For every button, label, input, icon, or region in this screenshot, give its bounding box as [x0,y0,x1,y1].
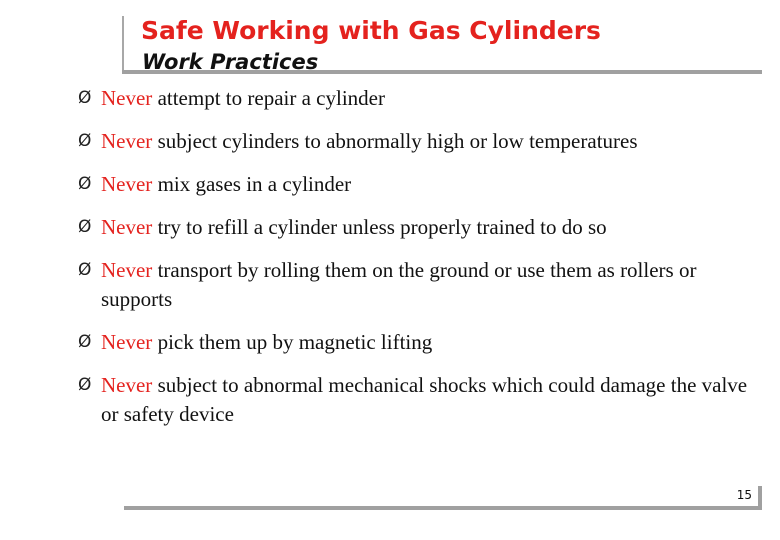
bullet-item [78,371,768,429]
bullet-emphasis: Never [101,330,153,354]
bullet-text [101,170,768,199]
arrow-bullet-icon: Ø [78,217,92,237]
bullet-body: subject cylinders to abnormally high or low temperatures [152,129,638,153]
bullet-body: transport by rolling them on the ground or use them as rollers or supports [101,258,697,311]
bullet-emphasis: Never [101,86,153,110]
arrow-bullet-icon: Ø [78,174,92,194]
footer-frame-vertical-line [758,486,762,510]
bullet-body: subject to abnormal mechanical shocks which could damage the valve or safety device [101,373,748,426]
bullet-emphasis: Never [101,215,153,239]
bullet-text [101,127,768,156]
bullet-emphasis: Never [101,258,153,282]
bullet-item [78,213,768,242]
bullet-text [101,213,768,242]
footer-frame-horizontal-line [124,506,762,510]
arrow-bullet-icon: Ø [78,260,92,280]
arrow-bullet-icon: Ø [78,332,92,352]
header-frame-vertical-line [122,16,124,74]
bullet-text [101,256,768,314]
arrow-bullet-icon: Ø [78,131,92,151]
page-number: 15 [736,488,752,502]
bullet-item [78,256,768,314]
bullet-emphasis: Never [101,129,153,153]
bullet-item [78,84,768,113]
bullet-item [78,170,768,199]
bullet-item [78,328,768,357]
bullet-text [101,371,768,429]
bullet-item [78,127,768,156]
arrow-bullet-icon: Ø [78,375,92,395]
bullet-text [101,328,768,357]
slide-subtitle: Work Practices [142,50,319,74]
bullet-text [101,84,768,113]
bullet-body: try to refill a cylinder unless properly trained to do so [152,215,607,239]
bullet-body: pick them up by magnetic lifting [152,330,433,354]
bullet-body: attempt to repair a cylinder [152,86,385,110]
arrow-bullet-icon: Ø [78,88,92,108]
bullet-emphasis: Never [101,373,153,397]
bullet-body: mix gases in a cylinder [152,172,352,196]
slide-title: Safe Working with Gas Cylinders [141,16,601,45]
bullet-emphasis: Never [101,172,153,196]
